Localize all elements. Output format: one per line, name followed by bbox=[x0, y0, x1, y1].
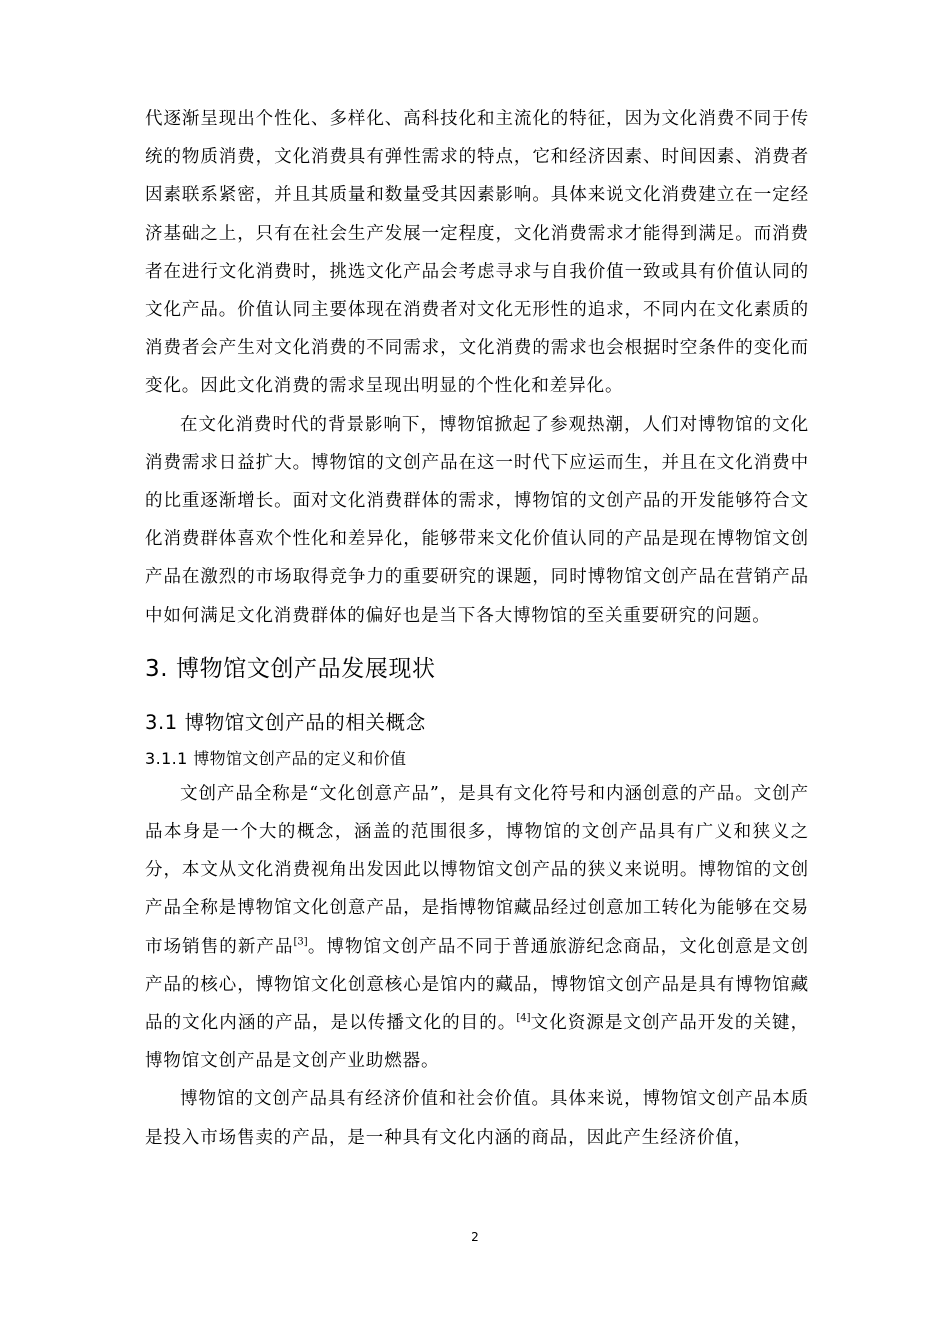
spacer bbox=[145, 685, 809, 709]
paragraph-text: 文化资源是文创产品开发的关键，博物馆文创产品是文创产业助燃器。 bbox=[145, 1013, 810, 1072]
paragraph-museum-visit-boom: 在文化消费时代的背景影响下，博物馆掀起了参观热潮，人们对博物馆的文化消费需求日益扩大。博物馆的文创产品在这一时代下应运而生，并且在文化消费中的比重逐渐增长。面对文化消费群体的需求，博物馆的文创产品的开发能够符合文化消费群体喜欢个性化和差异化，能够带来文化价值认同的产品是现在博物馆文创产品在激烈的市场取得竞争力的重要研究的课题，同时博物馆文创产品在营销产品中如何满足文化消费群体的偏好也是当下各大博物馆的至关重要研究的问题。 bbox=[145, 414, 809, 626]
citation-ref-4: [4] bbox=[516, 1012, 531, 1024]
paragraph-text: 。博物馆文创产品不同于普通旅游纪念商品，文化创意是文创产品的核心，博物馆文化创意核心是馆内的藏品，博物馆文创产品是具有博物馆藏品的文化内涵的产品，是以传播文化的目的。 bbox=[145, 936, 809, 1034]
subsection-heading-3-1: 3.1 博物馆文创产品的相关概念 bbox=[145, 710, 426, 734]
spacer bbox=[145, 635, 809, 653]
spacer bbox=[145, 737, 809, 747]
section-heading-3: 3. 博物馆文创产品发展现状 bbox=[145, 655, 436, 682]
citation-ref-3: [3] bbox=[293, 936, 308, 948]
paragraph-product-value: 博物馆的文创产品具有经济价值和社会价值。具体来说，博物馆文创产品本质是投入市场售卖的产品，是一种具有文化内涵的商品，因此产生经济价值， bbox=[145, 1089, 809, 1148]
page-content bbox=[145, 100, 809, 1157]
paragraph-text: 文创产品全称是“文化创意产品”，是具有文化符号和内涵创意的产品。文创产品本身是一个大的概念，涵盖的范围很多，博物馆的文创产品具有广义和狭义之分，本文从文化消费视角出发因此以博物馆文创产品的狭义来说明。博物馆的文创产品全称是博物馆文化创意产品，是指博物馆藏品经过创意加工转化为能够在交易市场销售的新产品 bbox=[145, 783, 809, 957]
page-number: 2 bbox=[471, 1230, 479, 1244]
paragraph-product-definition bbox=[145, 775, 809, 1081]
paragraph-cultural-consumption-features: 代逐渐呈现出个性化、多样化、高科技化和主流化的特征，因为文化消费不同于传统的物质消费，文化消费具有弹性需求的特点，它和经济因素、时间因素、消费者因素联系紧密，并且其质量和数量受其因素影响。具体来说文化消费建立在一定经济基础之上，只有在社会生产发展一定程度，文化消费需求才能得到满足。而消费者在进行文化消费时，挑选文化产品会考虑寻求与自我价值一致或具有价值认同的文化产品。价值认同主要体现在消费者对文化无形性的追求，不同内在文化素质的消费者会产生对文化消费的不同需求，文化消费的需求也会根据时空条件的变化而变化。因此文化消费的需求呈现出明显的个性化和差异化。 bbox=[145, 109, 809, 397]
subsubsection-heading-3-1-1: 3.1.1 博物馆文创产品的定义和价值 bbox=[145, 748, 407, 768]
